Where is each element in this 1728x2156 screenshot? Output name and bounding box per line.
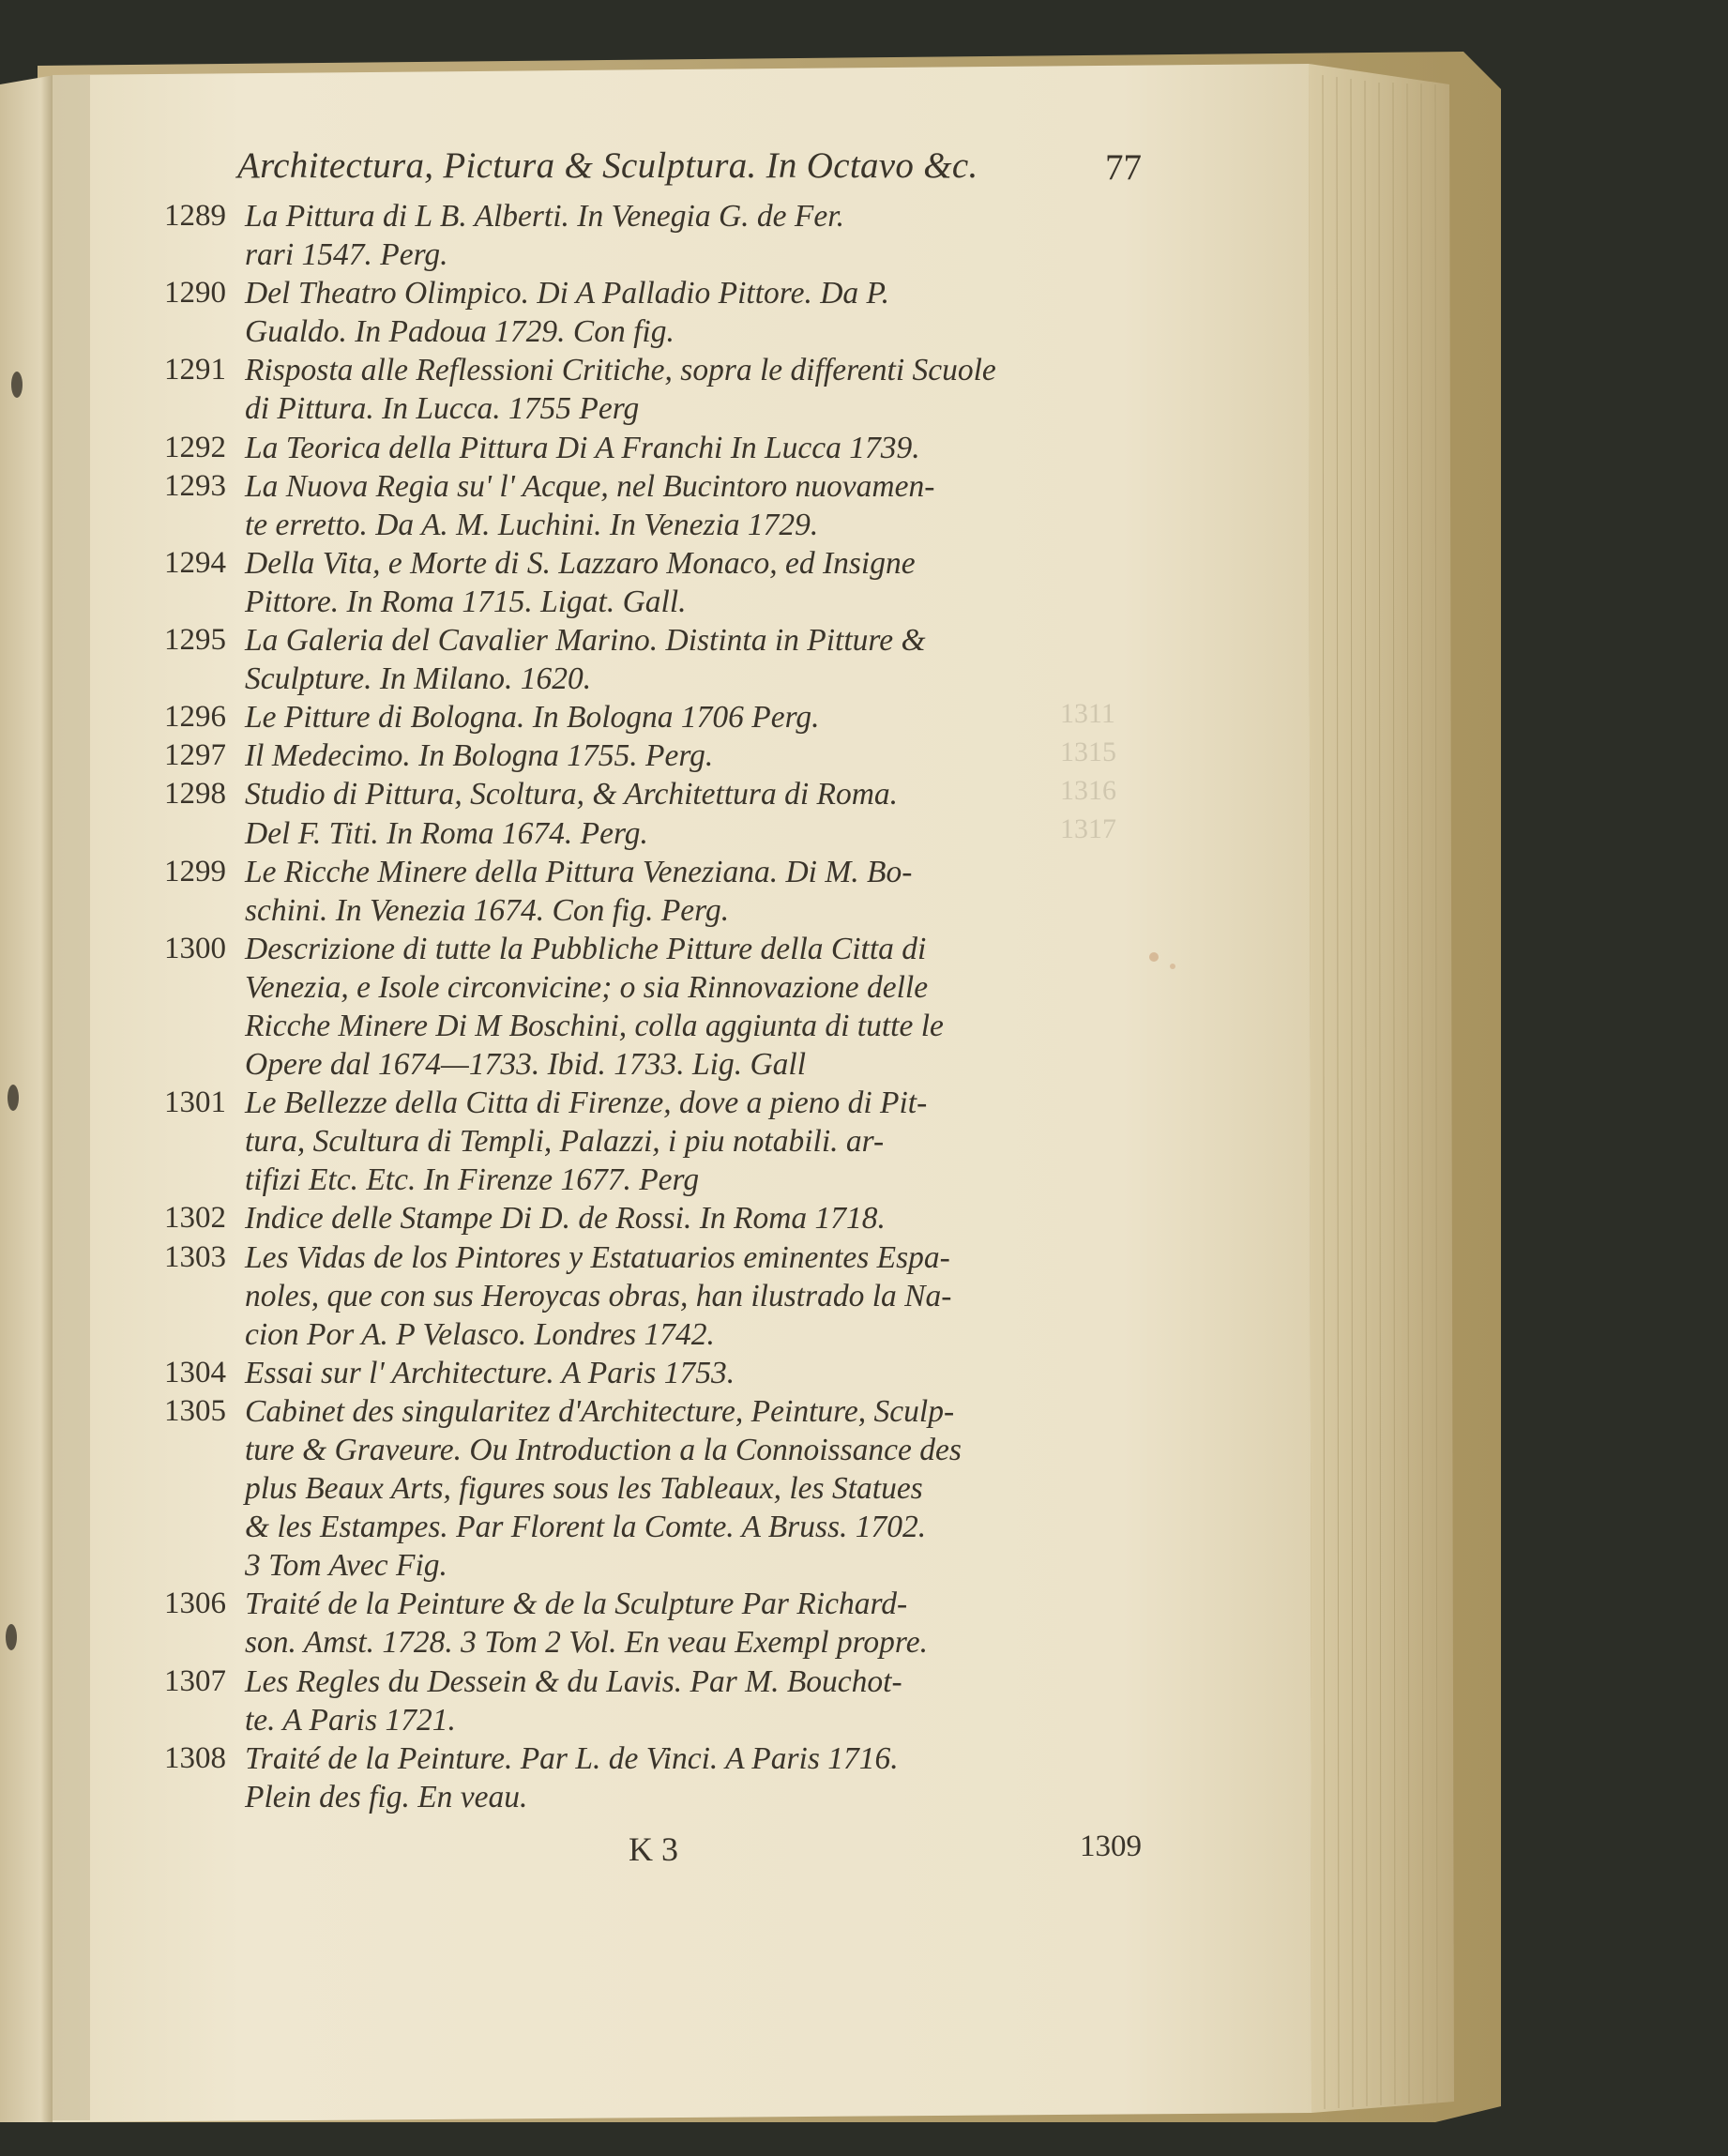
entry-number: 1296 bbox=[164, 700, 226, 735]
entry-list bbox=[164, 197, 1159, 1816]
catalogue-entry bbox=[164, 736, 1159, 775]
entry-number: 1297 bbox=[164, 738, 226, 773]
entry-number: 1298 bbox=[164, 777, 226, 812]
catalogue-entry bbox=[164, 274, 1159, 351]
entry-number: 1308 bbox=[164, 1740, 226, 1775]
entry-line: Cabinet des singularitez d'Architecture, Peinture, Sculp- bbox=[245, 1393, 955, 1429]
entry-line: te. A Paris 1721. bbox=[245, 1702, 456, 1738]
catalogue-entry bbox=[164, 1663, 1159, 1739]
entry-line: Essai sur l' Architecture. A Paris 1753. bbox=[245, 1355, 735, 1390]
catalogue-entry bbox=[164, 853, 1159, 930]
entry-number: 1291 bbox=[164, 353, 226, 387]
entry-number: 1303 bbox=[164, 1239, 226, 1274]
catalogue-entry bbox=[164, 1585, 1159, 1662]
catalogue-entry bbox=[164, 775, 1159, 852]
entry-line: Le Pitture di Bologna. In Bologna 1706 Perg. bbox=[245, 700, 820, 736]
signature-mark: K 3 bbox=[629, 1830, 678, 1868]
entry-line: La Nuova Regia su' l' Acque, nel Bucintoro nuovamen- bbox=[245, 468, 935, 504]
entry-line: Le Ricche Minere della Pittura Veneziana. Di M. Bo- bbox=[245, 854, 913, 889]
entry-line: Traité de la Peinture & de la Sculpture Par Richard- bbox=[245, 1587, 908, 1622]
entry-line: Venezia, e Isole circonvicine; o sia Rinnovazione delle bbox=[245, 969, 929, 1005]
catalogue-entry bbox=[164, 197, 1159, 274]
entry-line: La Teorica della Pittura Di A Franchi In Lucca 1739. bbox=[245, 430, 920, 465]
entry-line: Sculpture. In Milano. 1620. bbox=[245, 661, 592, 697]
entry-line: Risposta alle Reflessioni Critiche, sopra le differenti Scuole bbox=[245, 353, 996, 388]
catalogue-entry bbox=[164, 429, 1159, 467]
running-head bbox=[164, 141, 1159, 193]
running-head-title: Architectura, Pictura & Sculptura. In Octavo &c. bbox=[237, 145, 978, 186]
entry-line: tura, Scultura di Templi, Palazzi, i piu notabili. ar- bbox=[245, 1124, 885, 1160]
entry-number: 1305 bbox=[164, 1393, 226, 1428]
entry-number: 1307 bbox=[164, 1663, 226, 1698]
catalogue-entry bbox=[164, 1392, 1159, 1585]
entry-line: cion Por A. P Velasco. Londres 1742. bbox=[245, 1316, 715, 1352]
entry-number: 1290 bbox=[164, 276, 226, 311]
catalogue-entry bbox=[164, 351, 1159, 428]
page-footer bbox=[164, 1822, 1159, 1878]
entry-number: 1300 bbox=[164, 931, 226, 965]
entry-line: Les Vidas de los Pintores y Estatuarios eminentes Espa- bbox=[245, 1239, 950, 1275]
entry-line: Traité de la Peinture. Par L. de Vinci. A Paris 1716. bbox=[245, 1740, 899, 1776]
entry-line: Opere dal 1674—1733. Ibid. 1733. Lig. Gall bbox=[245, 1047, 807, 1083]
entry-number: 1304 bbox=[164, 1355, 226, 1389]
entry-number: 1289 bbox=[164, 199, 226, 233]
entry-line: tifizi Etc. Etc. In Firenze 1677. Perg bbox=[245, 1162, 700, 1198]
entry-line: & les Estampes. Par Florent la Comte. A Bruss. 1702. bbox=[245, 1510, 927, 1545]
entry-number: 1301 bbox=[164, 1086, 226, 1120]
show-through-shadow: 1311 1315 1316 1317 bbox=[1060, 698, 1116, 844]
entry-line: Il Medecimo. In Bologna 1755. Perg. bbox=[245, 738, 714, 774]
entry-line: noles, que con sus Heroycas obras, han ilustrado la Na- bbox=[245, 1278, 952, 1313]
catalogue-entry bbox=[164, 1199, 1159, 1237]
entry-line: Le Bellezze della Citta di Firenze, dove a pieno di Pit- bbox=[245, 1086, 928, 1121]
catalogue-page bbox=[164, 141, 1159, 1878]
entry-line: Indice delle Stampe Di D. de Rossi. In Roma 1718. bbox=[245, 1201, 886, 1237]
entry-line: Pittore. In Roma 1715. Ligat. Gall. bbox=[245, 584, 687, 619]
catchword: 1309 bbox=[1080, 1829, 1142, 1863]
entry-line: rari 1547. Perg. bbox=[245, 237, 448, 273]
entry-number: 1295 bbox=[164, 623, 226, 658]
entry-line: Studio di Pittura, Scoltura, & Architettura di Roma. bbox=[245, 777, 899, 812]
entry-line: schini. In Venezia 1674. Con fig. Perg. bbox=[245, 892, 730, 928]
entry-line: Ricche Minere Di M Boschini, colla aggiunta di tutte le bbox=[245, 1008, 944, 1043]
entry-number: 1302 bbox=[164, 1201, 226, 1236]
entry-line: son. Amst. 1728. 3 Tom 2 Vol. En veau Exempl propre. bbox=[245, 1625, 928, 1661]
entry-number: 1293 bbox=[164, 468, 226, 503]
catalogue-entry bbox=[164, 930, 1159, 1084]
entry-line: Del Theatro Olimpico. Di A Palladio Pittore. Da P. bbox=[245, 276, 890, 311]
page-number: 77 bbox=[1105, 147, 1142, 188]
catalogue-entry bbox=[164, 544, 1159, 621]
entry-line: 3 Tom Avec Fig. bbox=[245, 1548, 447, 1584]
catalogue-entry bbox=[164, 1084, 1159, 1199]
entry-line: te erretto. Da A. M. Luchini. In Venezia 1729. bbox=[245, 507, 819, 542]
entry-line: Les Regles du Dessein & du Lavis. Par M. Bouchot- bbox=[245, 1663, 902, 1699]
entry-number: 1294 bbox=[164, 545, 226, 580]
entry-line: plus Beaux Arts, figures sous les Tableaux, les Statues bbox=[245, 1471, 923, 1507]
catalogue-entry bbox=[164, 1238, 1159, 1354]
entry-line: Gualdo. In Padoua 1729. Con fig. bbox=[245, 314, 675, 350]
entry-number: 1306 bbox=[164, 1587, 226, 1621]
entry-line: Descrizione di tutte la Pubbliche Pitture della Citta di bbox=[245, 931, 927, 966]
entry-line: La Pittura di L B. Alberti. In Venegia G. de Fer. bbox=[245, 199, 844, 234]
entry-line: ture & Graveure. Ou Introduction a la Connoissance des bbox=[245, 1433, 962, 1467]
catalogue-entry bbox=[164, 698, 1159, 736]
entry-number: 1292 bbox=[164, 430, 226, 464]
entry-line: Del F. Titi. In Roma 1674. Perg. bbox=[245, 815, 648, 851]
entry-line: Plein des fig. En veau. bbox=[245, 1779, 528, 1814]
catalogue-entry bbox=[164, 1739, 1159, 1816]
catalogue-entry bbox=[164, 1354, 1159, 1392]
entry-line: La Galeria del Cavalier Marino. Distinta in Pitture & bbox=[245, 623, 926, 659]
entry-number: 1299 bbox=[164, 854, 226, 888]
catalogue-entry bbox=[164, 621, 1159, 698]
entry-line: Della Vita, e Morte di S. Lazzaro Monaco, ed Insigne bbox=[245, 545, 916, 581]
catalogue-entry bbox=[164, 467, 1159, 544]
entry-line: di Pittura. In Lucca. 1755 Perg bbox=[245, 391, 640, 427]
